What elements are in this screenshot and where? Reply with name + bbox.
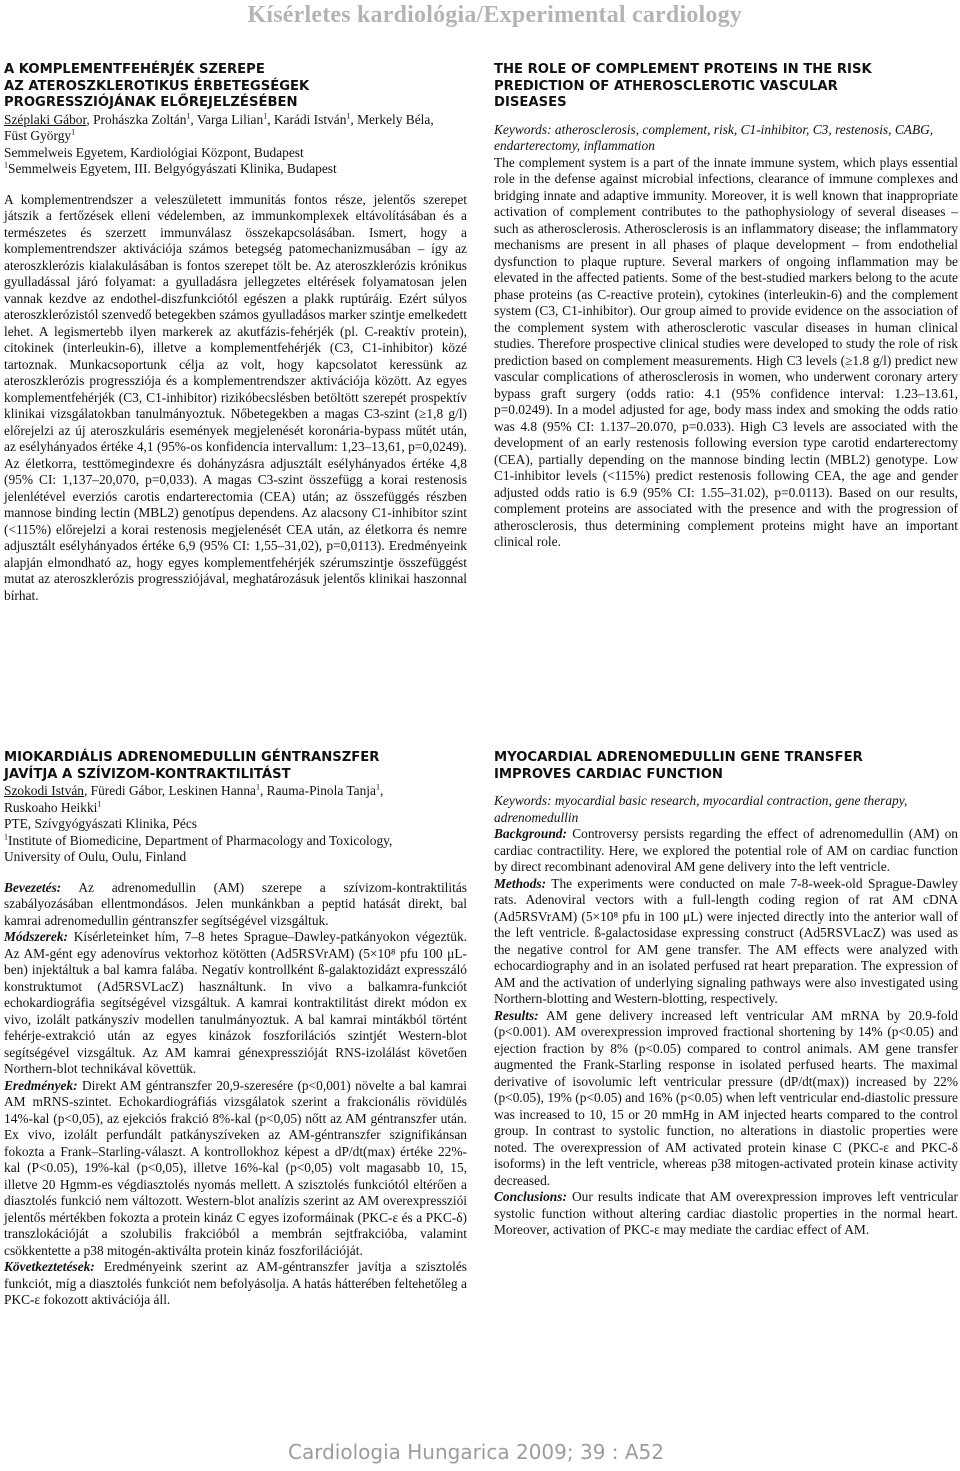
author-text: , Füredi Gábor, Leskinen Hanna xyxy=(83,783,256,798)
author-text: Füst György xyxy=(4,128,72,143)
abstract-section-background xyxy=(494,826,958,876)
affil-marker: 1 xyxy=(4,832,8,842)
abstract-1-english xyxy=(494,62,958,551)
section-text: Kísérleteinket hím, 7–8 hetes Sprague–Dawley-patkányokon végeztük. Az AM-gént egy adenovírus vektorhoz kötötten (Ad5RSVrAM) (5×10⁸ pfu 100 μL-ben) injektáltuk a bal kamra falába. Negatív kontrollként ß-galaktozidázt expresszáló konstruktumot (Ad5RSVLacZ) használtunk. In vivo a balkamra-funkciót echokardiográfia segítségével vizsgáltuk. A kamrai kontraktilitást direkt módon ex vivo, izolált patkányszív modellen tanulmányoztuk. A bal kamrai mintákból történt fehérje-extrakció után az egyes kinázok foszforilációs szintjét Western-blot segítségével vizsgáltuk. Az AM kamrai génexpresszióját RNS-izolálást követően Northern-blot technikával követtük. xyxy=(4,929,467,1076)
affil-marker: 1 xyxy=(255,782,260,792)
affil-marker: 1 xyxy=(97,799,102,809)
keywords: Keywords: atherosclerosis, complement, risk, C1-inhibitor, C3, restenosis, CABG, endarterectomy, inflammation xyxy=(494,121,934,153)
author-text: , Rauma-Pinola Tanja xyxy=(259,783,376,798)
section-label: Results: xyxy=(494,1007,539,1023)
section-text: The experiments were conducted on male 7-8-week-old Sprague-Dawley rats. Adenoviral vectors with a full-length coding region of rat AM cDNA (Ad5RSVrAM) (5×10⁸ pfu in 100 μL) were injected directly into the anterior wall of the left ventricle. ß-galactosidase expressing construct (Ad5RSVLacZ) was used as the negative control for AM gene transfer. The AM effects were analyzed with echocardiography and in an isolated perfused rat heart preparation. The expression of AM and the activation of underlying signaling pathways were also investigated using Northern-blotting and Western-blotting, respectively. xyxy=(494,875,958,1006)
section-text: Our results indicate that AM overexpression improves left ventricular systolic function without altering cardiac diastolic properties in the normal heart. Moreover, activation of PKC-ε may mediate the cardiac effect of AM. xyxy=(494,1189,958,1237)
author-text: , Prohászka Zoltán xyxy=(86,111,187,127)
author-list xyxy=(4,783,467,816)
affil-marker: 1 xyxy=(4,160,8,170)
abstract-body: A komplementrendszer a veleszületett immunitás fontos része, jelentős szerepet játszik a fertőzések elleni védelemben, az immunkomplexek eltávolításában és a természetes és szerzett immunválasz összekapcsolásában. Ismert, hogy a komplementrendszer aktivációja számos betegség patomechanizmusában – így az ateroszklerózis kialakulásában is fontos szerepet tölt be. Az ateroszklerózis krónikus gyulladással járó folyamat: a gyulladásra jellegzetes eltérések folyamatosan jelen vannak kezdve az endothel-diszfunkciótól egészen a plakk ruptúráig. Ezért súlyos ateroszklerózistól szenvedő betegekben számos gyulladásos marker szintje emelkedett lehet. A legismertebb ilyen markerek az akutfázis-fehérjék (pl. C-reaktív protein), citokinek (interleukin-6), illetve a komplementfehérjék (C3, C1-inhibitor) közé tartoznak. Munkacsoportunk célja az volt, hogy kapcsolatot keressünk az ateroszklerózis progressziója és a komplementrendszer aktivációja között. Az egyes komplementfehérjék (C3, C1-inhibitor) rizikóbecslésben betöltött szerepét prospektív klinikai vizsgálatokban tanulmányoztuk. Nőbetegekben a magas C3-szint (≥1,8 g/l) előrejelzi az új ateroszkuláris események megjelenését koronária-bypass műtét után, az esélyhányados értéke 4,1 (95%-os konfidencia intervallum: 1,23–13,61, p=0,0249). Az életkorra, testtömegindexre és dohányzásra adjusztált esélyhányados értéke 4,8 (95% CI: 1,137–20,070, p=0,033). A magas C3-szint összefügg a korai restenosis jelenlétével everziós carotis endarterectomia (CEA) után; az összefüggés részben mannose binding lectin (MBL2) genotípus dependens. Az alacsony C1-inhibitor szint (<115%) előrejelzi a korai restenosis megjelenését CEA után, az életkorra és nemre adjusztált esélyhányados értéke 6,9 (95% CI: 1,55–31,02), p=0,0113). Eredményeink alapján elmondható az, hogy egyes komplementfehérjék szérumszintje összefüggést mutat az ateroszklerózis progressziójával, meghatározásuk jelentős klinikai haszonnal bírhat. xyxy=(4,191,467,603)
abstract-section-conclusions xyxy=(494,1189,958,1239)
affiliation-text: Institute of Biomedicine, Department of Pharmacology and Toxicology, xyxy=(8,832,393,848)
affil-marker: 1 xyxy=(71,127,76,137)
section-text: Direkt AM géntranszfer 20,9-szeresére (p<0,001) növelte a bal kamrai AM mRNS-szintet. Echokardiográfiás vizsgálatok szerint a frakcionális rövidülés 14%-kal (p<0,05), az ejekciós frakció 8%-kal (p<0,05) nőtt az AM géntranszfer után. Ex vivo, izolált perfundált patkányszíveken az AM-géntranszfer szignifikánsan fokozta a Frank–Starling-választ. A kontrollokhoz képest a dP/dt(max) értéke 22%-kal (P<0.05), 19%-kal (p<0,05), illetve 16%-kal (p<0,05) volt magasabb 10, 15, illetve 20 Hgmm-es végdiasztolés nyomás mellett. A szisztolés funkciótól eltérően a diasztolés funkció nem változott. Western-blot analízis szerint az AM overexpressziói jelentős mértékben fokozta a protein kináz C egyes izoformáinak (PKC-ε és a PKC-δ) transzlokációját a szolubilis frakcióból a membrán sejtfrakcióba, valamint csökkentette a p38 mitogén-aktiválta protein kináz foszforilációját. xyxy=(4,1077,467,1258)
keywords: Keywords: myocardial basic research, myocardial contraction, gene therapy, adrenomedullin xyxy=(494,793,908,825)
title-line: MIOKARDIÁLIS ADRENOMEDULLIN GÉNTRANSZFER xyxy=(4,750,380,765)
abstract-1-hu-title xyxy=(4,62,467,112)
section-label: Eredmények: xyxy=(4,1077,78,1093)
abstract-1-hungarian xyxy=(4,62,467,604)
affiliation xyxy=(4,161,467,178)
affiliation xyxy=(4,833,467,866)
author-list xyxy=(4,112,467,145)
title-line: IMPROVES CARDIAC FUNCTION xyxy=(494,766,723,782)
affil-marker: 1 xyxy=(263,111,268,121)
section-label: Methods: xyxy=(494,875,547,891)
abstract-2-english xyxy=(494,750,958,1239)
author-text: , xyxy=(379,783,384,798)
author-text: Ruskoaho Heikki xyxy=(4,799,98,815)
title-line: JAVÍTJA A SZÍVIZOM-KONTRAKTILITÁST xyxy=(4,766,291,782)
section-label: Következtetések: xyxy=(4,1259,95,1274)
title-line: PROGRESSZIÓJÁNAK ELŐREJELZÉSÉBEN xyxy=(4,95,298,110)
abstract-section-conclusions xyxy=(4,1259,467,1309)
abstract-2-hu-title xyxy=(4,750,467,783)
section-header: Kísérletes kardiológia/Experimental cardiology xyxy=(247,2,742,28)
abstract-2-en-title xyxy=(494,750,958,783)
affil-marker: 1 xyxy=(346,111,351,121)
abstract-2-hungarian xyxy=(4,750,467,1309)
abstract-section-results xyxy=(494,1008,958,1190)
section-text: Az adrenomedullin (AM) szerepe a szívizom-kontraktilitás szabályozásában ellentmondásos. Jelen munkánkban a peptid hatását direkt, bal kamrai adrenomedullin géntranszfer segítségével vizsgáltuk. xyxy=(4,879,467,928)
title-line: A KOMPLEMENTFEHÉRJÉK SZEREPE xyxy=(4,62,265,77)
affil-marker: 1 xyxy=(375,782,380,792)
affiliation: Semmelweis Egyetem, Kardiológiai Központ, Budapest xyxy=(4,144,304,160)
abstract-section-intro xyxy=(4,880,467,930)
journal-footer: Cardiologia Hungarica 2009; 39 : A52 xyxy=(288,1440,664,1464)
author-text: , Merkely Béla, xyxy=(350,111,434,127)
presenting-author: Széplaki Gábor xyxy=(4,111,87,127)
section-label: Conclusions: xyxy=(494,1189,567,1204)
title-line: MYOCARDIAL ADRENOMEDULLIN GENE TRANSFER xyxy=(494,750,863,765)
section-label: Módszerek: xyxy=(4,929,68,944)
title-line: THE ROLE OF COMPLEMENT PROTEINS IN THE RISK xyxy=(494,62,872,77)
title-line: DISEASES xyxy=(494,95,567,110)
abstract-body: The complement system is a part of the innate immune system, which plays essential role in the defense against microbial infections, clearance of immune complexes and bridging innate and adaptive immunity. Moreover, it is well known that inappropriate activation of complement contributes to the pathophysiology of several diseases – such as atherosclerosis. Atherosclerosis is an inflammatory disease; the inflammatory mechanisms are present in all phases of plaque development – from endothelial dysfunction to plaque rupture. Several markers of ongoing inflammation may be elevated in the affected patients. Some of the best-studied markers belong to the acute phase proteins (as C-reactive protein), cytokines (interleukin-6) and the complement system (C3, C1-inhibitor). Our group aimed to provide evidence on the association of the complement system with atherosclerotic vascular diseases in human clinical studies. Therefore prospective clinical studies were developed to study the role of risk prediction based on complement measurements. High C3 levels (≥1.8 g/l) predict new vascular complications of atherosclerosis in women, who underwent coronary artery bypass graft surgery (odds ratio: 4.1 (95% confidence interval: 1.23–13.61, p=0.0249). In a model adjusted for age, body mass index and smoking the odds ratio was 4.8 (95% CI: 1.137–20.070, p=0.033). High C3 levels are associated with the development of an early restenosis following eversion type carotid endarterectomy (CEA), partially depending on the mannose binding lectin (MBL2) genotype. Low C1-inhibitor levels (<115%) predict restenosis following CEA, the age and gender adjusted odds ratio is 6.9 (95% CI: 1.55–31.02), p=0.0113). Based on our results, complement proteins are associated with the presence and with the progression of atherosclerosis, thus determining complement proteins might have an important clinical role. xyxy=(494,154,958,549)
title-line: AZ ATEROSZKLEROTIKUS ÉRBETEGSÉGEK xyxy=(4,78,310,94)
abstract-1-en-title xyxy=(494,62,958,112)
presenting-author: Szokodi István xyxy=(4,783,84,798)
author-text: , Karádi István xyxy=(267,111,347,127)
section-label: Background: xyxy=(494,826,567,841)
affiliation-text: University of Oulu, Oulu, Finland xyxy=(4,849,187,864)
section-label: Bevezetés: xyxy=(4,879,62,895)
abstract-section-methods xyxy=(494,876,958,1008)
abstract-section-methods xyxy=(4,929,467,1078)
title-line: PREDICTION OF ATHEROSCLEROTIC VASCULAR xyxy=(494,78,838,94)
section-text: Controversy persists regarding the effect of adrenomedullin (AM) on cardiac contractility. Here, we explored the potential role of AM on cardiac function by direct recombinant adenoviral AM gene delivery into the left ventricle. xyxy=(494,826,958,874)
abstract-section-results xyxy=(4,1078,467,1260)
section-text: AM gene delivery increased left ventricular AM mRNA by 20.9-fold (p<0.001). AM overexpression improved fractional shortening by 14% (p<0.05) and ejection fraction by 8% (p<0.05) compared to control animals. AM gene transfer augmented the Frank-Starling response in isolated perfused hearts. The maximal derivative of isovolumic left ventricular pressure (dP/dt(max)) increased by 22% (p<0.05), 19% (p<0.05) and 16% (p<0.05) when left ventricular end-diastolic pressure was increased to 10, 15 or 20 mmHg in AM injected hearts compared to the control group. In contrast to systolic function, no alterations in diastolic properties were noted. The overexpression of AM activated protein kinase C (PKC-ε and PKC-δ isoforms) in the left ventricle, whereas p38 mitogen-activated protein kinase activity decreased. xyxy=(494,1007,958,1188)
affiliation-text: Semmelweis Egyetem, III. Belgyógyászati Klinika, Budapest xyxy=(8,161,337,176)
affiliation: PTE, Szívgyógyászati Klinika, Pécs xyxy=(4,816,198,831)
section-text: Eredményeink szerint az AM-géntranszfer javítja a szisztolés funkciót, míg a diasztolés funkciót nem befolyásolja. A hatás hátterében feltehetőleg a PKC-ε fokozott aktivációja áll. xyxy=(4,1259,467,1307)
author-text: , Varga Lilian xyxy=(190,111,264,127)
affil-marker: 1 xyxy=(186,111,191,121)
